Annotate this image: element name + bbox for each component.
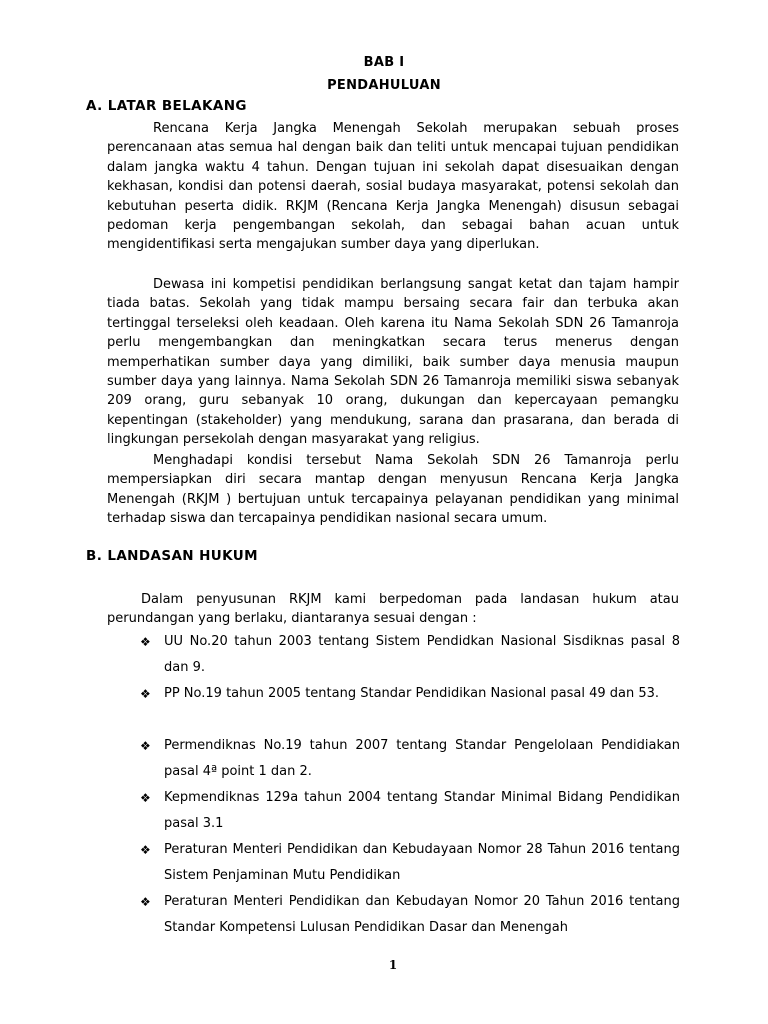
list-item	[140, 837, 680, 889]
section-b-heading: B. LANDASAN HUKUM	[86, 548, 258, 564]
section-a-heading: A. LATAR BELAKANG	[86, 98, 247, 114]
list-item	[140, 785, 680, 837]
list-item	[140, 733, 680, 785]
legal-basis-intro: Dalam penyusunan RKJM kami berpedoman pada landasan hukum atau perundangan yang berlaku, diantaranya sesuai dengan :	[107, 592, 679, 627]
list-item	[140, 681, 680, 733]
list-item-text: Kepmendiknas 129a tahun 2004 tentang Standar Minimal Bidang Pendidikan pasal 3.1	[164, 790, 680, 831]
diamond-bullet-icon: ❖	[140, 895, 151, 909]
list-item-text: UU No.20 tahun 2003 tentang Sistem Pendidkan Nasional Sisdiknas pasal 8 dan 9.	[164, 634, 680, 675]
legal-basis-list	[140, 629, 680, 941]
paragraph-3: Menghadapi kondisi tersebut Nama Sekolah SDN 26 Tamanroja perlu mempersiapkan diri secara mantap dengan menyusun Rencana Kerja Jangka Menengah (RKJM ) bertujuan untuk tercapainya pelayanan pendidikan yang minimal terhadap siswa dan tercapainya pendidikan nasional secara umum.	[107, 453, 679, 527]
diamond-bullet-icon: ❖	[140, 791, 151, 805]
diamond-bullet-icon: ❖	[140, 687, 151, 701]
chapter-title: PENDAHULUAN	[327, 78, 441, 93]
paragraph-2: Dewasa ini kompetisi pendidikan berlangsung sangat ketat dan tajam hampir tiada batas. Sekolah yang tidak mampu bersaing secara fair dan terbuka akan tertinggal terseleksi oleh keadaan. Oleh karena itu Nama Sekolah SDN 26 Tamanroja perlu mengembangkan dan meningkatkan secara terus menerus dengan memperhatikan sumber daya yang dimiliki, baik sumber daya menusia maupun sumber daya yang lainnya. Nama Sekolah SDN 26 Tamanroja memiliki siswa sebanyak 209 orang, guru sebanyak 10 orang, dukungan dan kepercayaan pemangku kepentingan (stakeholder) yang mendukung, sarana dan prasarana, dan berada di lingkungan persekolah dengan masyarakat yang religius.	[107, 277, 679, 448]
page-number: 1	[388, 958, 398, 972]
list-item	[140, 889, 680, 941]
list-item-text: Peraturan Menteri Pendidikan dan Kebudayaan Nomor 28 Tahun 2016 tentang Sistem Penjaminan Mutu Pendidikan	[164, 842, 680, 883]
paragraph-1: Rencana Kerja Jangka Menengah Sekolah merupakan sebuah proses perencanaan atas semua hal dengan baik dan teliti untuk mencapai tujuan pendidikan dalam jangka waktu 4 tahun. Dengan tujuan ini sekolah dapat disesuaikan dengan kekhasan, kondisi dan potensi daerah, sosial budaya masyarakat, potensi sekolah dan kebutuhan peserta didik. RKJM (Rencana Kerja Jangka Menengah) disusun sebagai pedoman kerja pengembangan sekolah, dan sebagai bahan acuan untuk mengidentifikasi serta mengajukan sumber daya yang diperlukan.	[107, 121, 679, 253]
diamond-bullet-icon: ❖	[140, 739, 151, 753]
diamond-bullet-icon: ❖	[140, 635, 151, 649]
diamond-bullet-icon: ❖	[140, 843, 151, 857]
list-item-text: Permendiknas No.19 tahun 2007 tentang Standar Pengelolaan Pendidiakan pasal 4ª point 1 dan 2.	[164, 738, 680, 779]
chapter-number: BAB I	[363, 55, 405, 70]
list-item-text: PP No.19 tahun 2005 tentang Standar Pendidikan Nasional pasal 49 dan 53.	[164, 686, 660, 701]
list-item	[140, 629, 680, 681]
list-item-text: Peraturan Menteri Pendidikan dan Kebudayan Nomor 20 Tahun 2016 tentang Standar Kompetensi Lulusan Pendidikan Dasar dan Menengah	[164, 894, 680, 935]
